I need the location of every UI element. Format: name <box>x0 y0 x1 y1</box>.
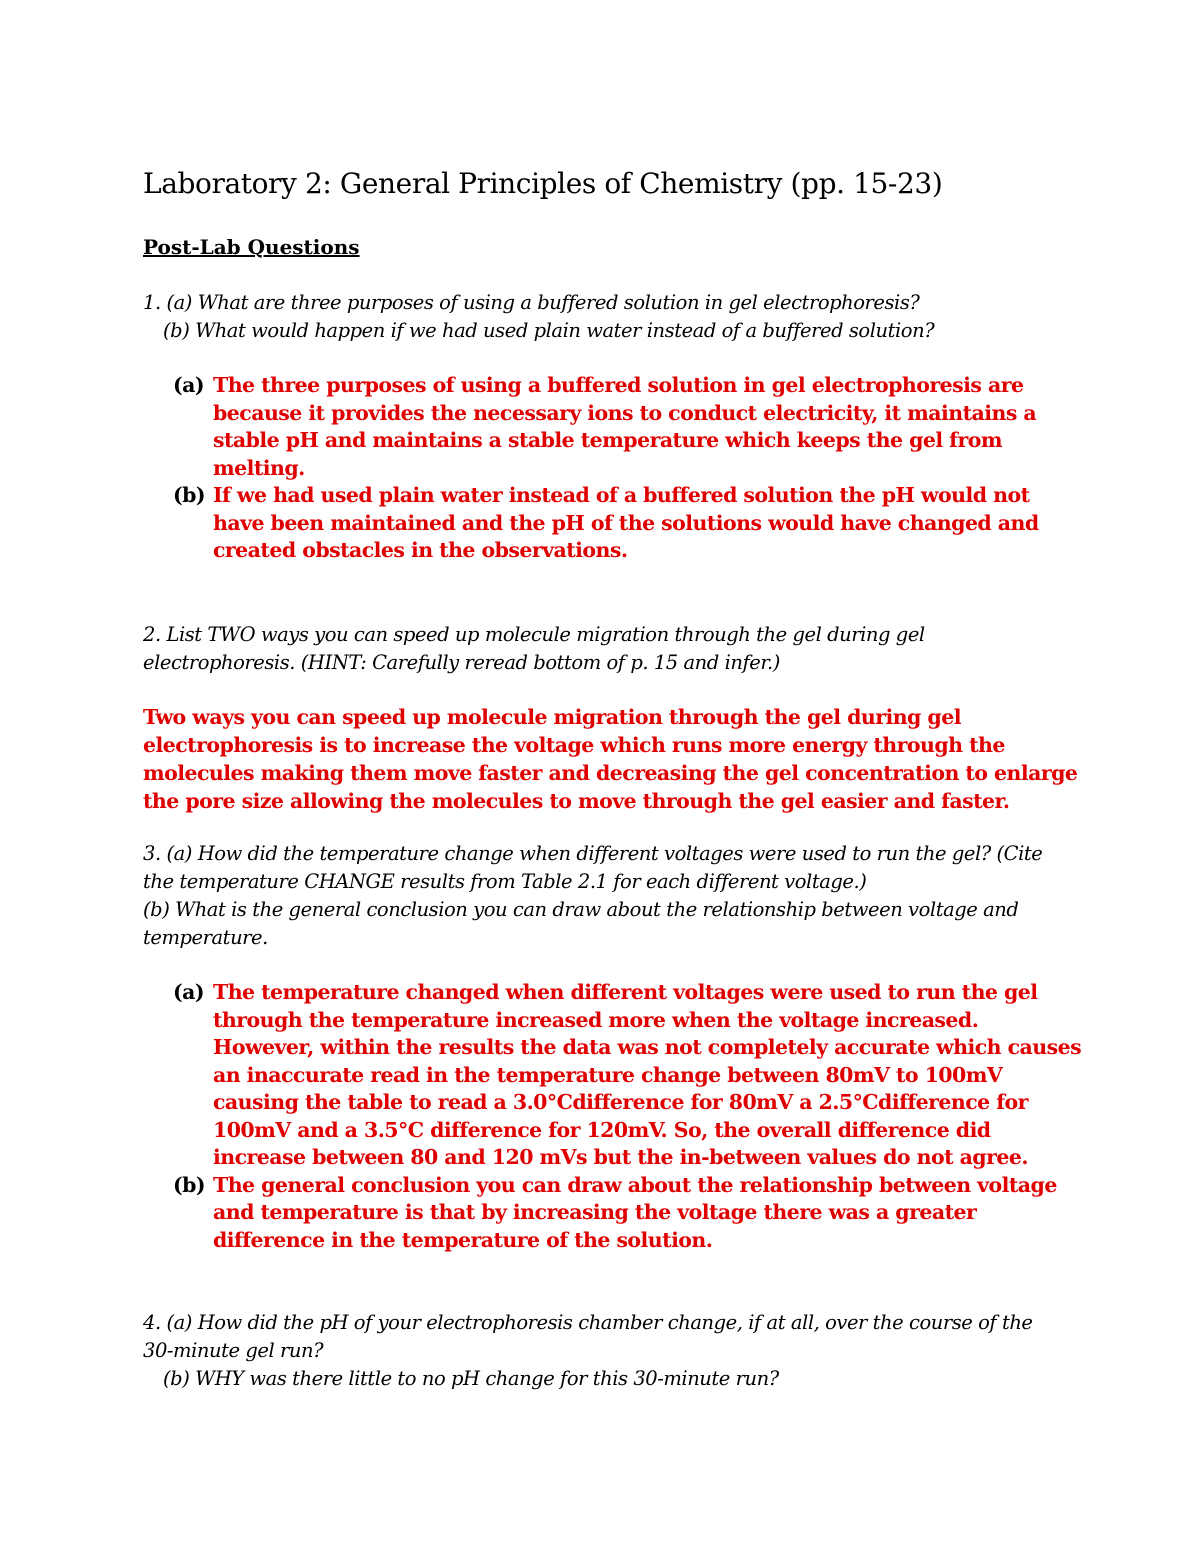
answer-line: difference in the temperature of the solution. <box>213 1227 713 1252</box>
answer-3 <box>173 979 1082 1254</box>
answer-line: an inaccurate read in the temperature change between 80mV to 100mV <box>213 1062 1003 1087</box>
answer-line: increase between 80 and 120 mVs but the in-between values do not agree. <box>213 1145 1028 1169</box>
answer-line: If we had used plain water instead of a buffered solution the pH would not <box>213 483 1030 507</box>
answer-line: molecules making them move faster and decreasing the gel concentration to enlarge <box>143 761 1078 785</box>
answer-1a <box>173 372 1073 482</box>
answer-line: causing the table to read a 3.0°Cdifference for 80mV a 2.5°Cdifference for <box>213 1090 1028 1114</box>
answer-line: melting. <box>213 455 305 480</box>
question-4-line: (b) WHY was there little to no pH change for this 30-minute run? <box>163 1367 779 1390</box>
answer-3b-text <box>213 1172 1073 1255</box>
question-3-line: the temperature CHANGE results from Table 2.1 for each different voltage.) <box>143 870 867 893</box>
answer-line: The general conclusion you can draw about the relationship between voltage <box>213 1172 1057 1197</box>
answer-line: because it provides the necessary ions to conduct electricity, it maintains a <box>213 400 1037 425</box>
answer-1b-text <box>213 482 1073 565</box>
answer-marker: (a) <box>173 980 205 1004</box>
question-4-line: 30-minute gel run? <box>143 1339 324 1362</box>
answer-line: 100mV and a 3.5°C difference for 120mV. So, the overall difference did <box>213 1117 991 1142</box>
answer-line: electrophoresis is to increase the voltage which runs more energy through the <box>143 733 1005 757</box>
question-2-line: 2. List TWO ways you can speed up molecule migration through the gel during gel <box>143 623 925 646</box>
answer-line: stable pH and maintains a stable temperature which keeps the gel from <box>213 428 1002 452</box>
answer-3a <box>173 979 1082 1172</box>
answer-line: and temperature is that by increasing the voltage there was a greater <box>213 1200 977 1224</box>
question-4-line: 4. (a) How did the pH of your electrophoresis chamber change, if at all, over the course of the <box>143 1311 1033 1334</box>
question-3-line: temperature. <box>143 926 268 949</box>
answer-line: have been maintained and the pH of the solutions would have changed and <box>213 510 1039 535</box>
answer-2 <box>143 703 1077 815</box>
question-2 <box>143 621 1063 677</box>
question-3-line: 3. (a) How did the temperature change when different voltages were used to run the gel? (Cite <box>143 842 1043 865</box>
answer-3a-text <box>213 979 1082 1172</box>
question-1-part-b: (b) What would happen if we had used plain water instead of a buffered solution? <box>163 319 935 342</box>
answer-line: the pore size allowing the molecules to move through the gel easier and faster. <box>143 789 1010 813</box>
question-3 <box>143 840 1063 952</box>
answer-1a-text <box>213 372 1073 482</box>
answer-line: The temperature changed when different voltages were used to run the gel <box>213 980 1038 1004</box>
section-heading: Post-Lab Questions <box>143 235 360 259</box>
answer-1b <box>173 482 1073 565</box>
question-2-line: electrophoresis. (HINT: Carefully reread bottom of p. 15 and infer.) <box>143 651 780 674</box>
answer-marker: (a) <box>173 373 205 397</box>
answer-line: through the temperature increased more when the voltage increased. <box>213 1007 979 1032</box>
question-1 <box>143 289 1063 345</box>
answer-line: The three purposes of using a buffered solution in gel electrophoresis are <box>213 373 1024 397</box>
answer-line: created obstacles in the observations. <box>213 538 628 562</box>
answer-1 <box>173 372 1073 565</box>
answer-marker: (b) <box>173 1172 206 1197</box>
answer-line: Two ways you can speed up molecule migration through the gel during gel <box>143 705 961 729</box>
question-1-part-a: 1. (a) What are three purposes of using a buffered solution in gel electrophoresis? <box>143 291 920 314</box>
question-3-line: (b) What is the general conclusion you can draw about the relationship between voltage and <box>143 898 1019 921</box>
document-title: Laboratory 2: General Principles of Chemistry (pp. 15-23) <box>143 167 943 200</box>
question-4 <box>143 1309 1063 1393</box>
answer-marker: (b) <box>173 483 206 507</box>
answer-3b <box>173 1172 1073 1255</box>
answer-line: However, within the results the data was not completely accurate which causes <box>213 1035 1082 1059</box>
